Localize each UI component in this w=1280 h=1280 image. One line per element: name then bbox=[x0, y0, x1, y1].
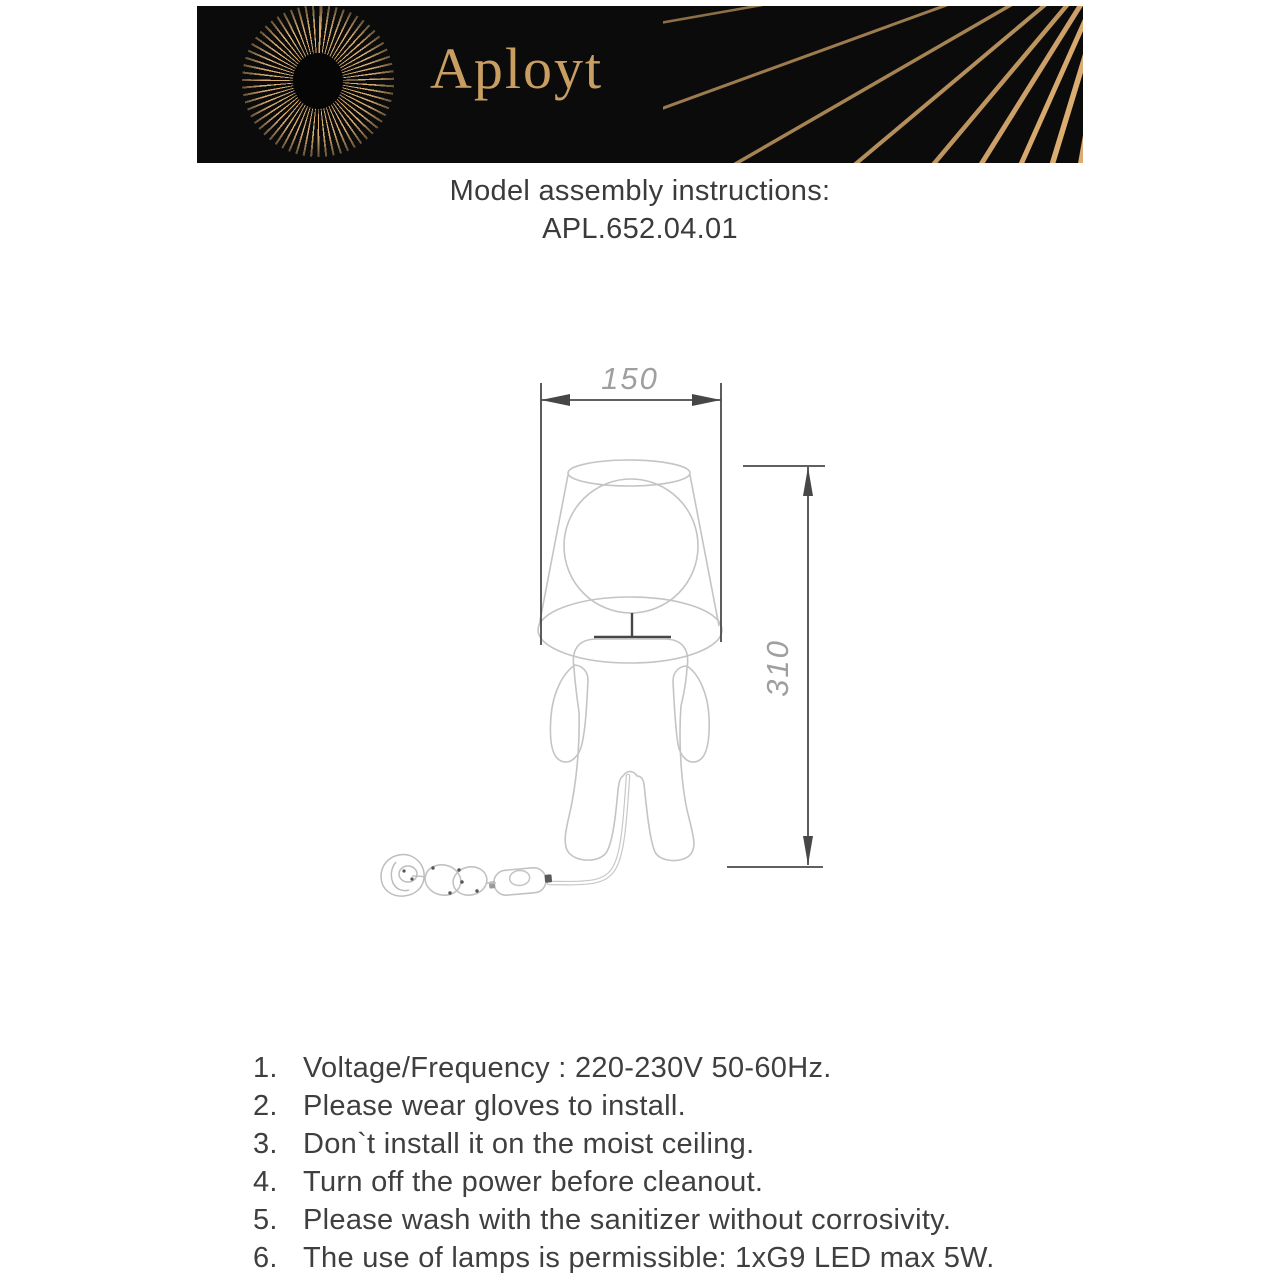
inline-switch bbox=[488, 866, 553, 896]
bulb-holder bbox=[594, 613, 671, 637]
title-line2: APL.652.04.01 bbox=[542, 213, 738, 245]
instruction-item bbox=[253, 1087, 995, 1125]
plug-pin-marks bbox=[402, 869, 413, 880]
instruction-number: 2. bbox=[253, 1090, 278, 1122]
instruction-text: Voltage/Frequency : 220-230V 50-60Hz. bbox=[303, 1052, 832, 1084]
instruction-number: 1. bbox=[253, 1052, 278, 1084]
instruction-text: Please wash with the sanitizer without corrosivity. bbox=[303, 1204, 952, 1236]
figure-left-arm bbox=[550, 665, 588, 762]
power-cord bbox=[549, 776, 628, 883]
instruction-text: Please wear gloves to install. bbox=[303, 1090, 686, 1122]
instruction-item bbox=[253, 1239, 995, 1277]
page-title bbox=[0, 172, 1280, 248]
instruction-text: Don`t install it on the moist ceiling. bbox=[303, 1128, 755, 1160]
power-plug bbox=[381, 855, 424, 897]
instruction-list bbox=[253, 1049, 995, 1277]
instruction-item bbox=[253, 1163, 995, 1201]
instruction-number: 3. bbox=[253, 1128, 278, 1160]
cord-coils bbox=[412, 861, 496, 899]
instruction-number: 4. bbox=[253, 1166, 278, 1198]
bulb-ball-outline bbox=[564, 479, 698, 613]
technical-drawing bbox=[350, 350, 840, 910]
instruction-text: The use of lamps is permissible: 1xG9 LED max 5W. bbox=[303, 1242, 995, 1274]
instruction-item bbox=[253, 1049, 995, 1087]
instruction-number: 6. bbox=[253, 1242, 278, 1274]
instruction-item bbox=[253, 1125, 995, 1163]
instruction-number: 5. bbox=[253, 1204, 278, 1236]
brand-banner bbox=[197, 6, 1083, 163]
instruction-item bbox=[253, 1201, 995, 1239]
instruction-text: Turn off the power before cleanout. bbox=[303, 1166, 764, 1198]
brand-logo-text: Aployt bbox=[430, 36, 604, 101]
sunburst-core bbox=[293, 53, 343, 109]
sunburst-logo-icon bbox=[242, 6, 394, 157]
height-dimension-label: 310 bbox=[760, 639, 795, 697]
width-dimension-label: 150 bbox=[601, 361, 659, 396]
corner-rays-icon bbox=[663, 6, 1083, 163]
title-line1: Model assembly instructions: bbox=[449, 175, 831, 207]
figure-right-arm bbox=[673, 666, 709, 762]
